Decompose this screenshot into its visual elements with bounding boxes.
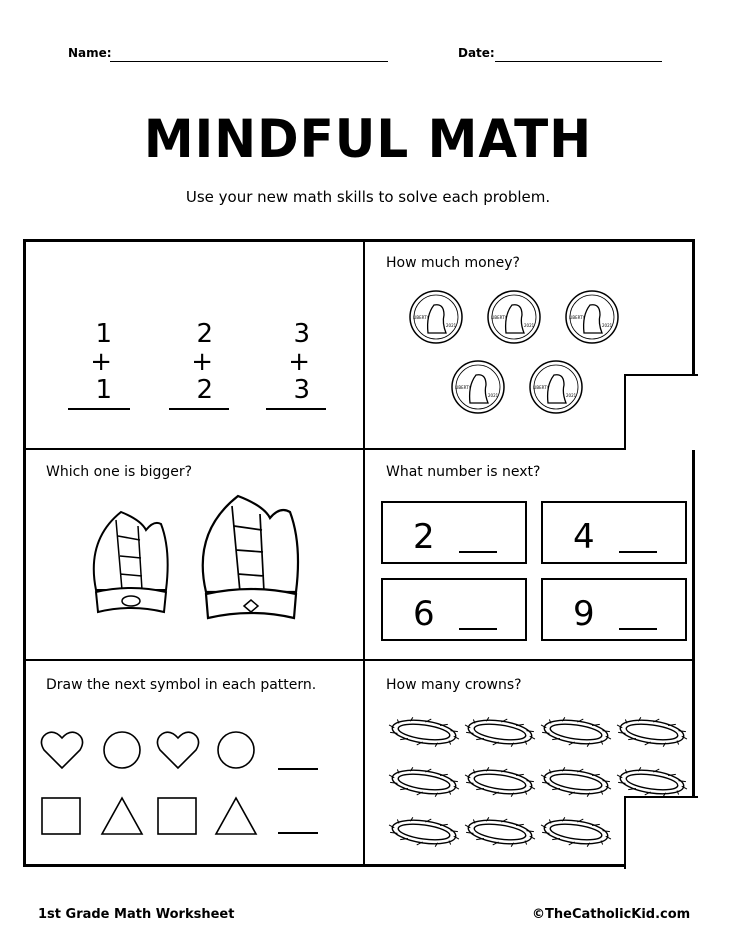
square-icon <box>42 798 80 834</box>
triangle-icon <box>216 798 256 834</box>
addend-bottom: + 2 <box>191 347 213 405</box>
mitres <box>86 500 326 640</box>
crown-of-thorns-icon <box>463 763 537 800</box>
square-icon <box>158 798 196 834</box>
number-value: 2 <box>413 517 435 557</box>
answer-blank[interactable] <box>619 628 657 630</box>
grid-divider-row2 <box>26 659 692 661</box>
crown-of-thorns-icon <box>387 813 461 850</box>
svg-text:2021: 2021 <box>524 323 535 328</box>
number-value: 4 <box>573 517 595 557</box>
crown-of-thorns-icon <box>539 813 613 850</box>
svg-text:2021: 2021 <box>488 393 499 398</box>
answer-line[interactable] <box>68 408 130 410</box>
svg-text:LIBERTY: LIBERTY <box>491 315 508 320</box>
heart-icon <box>157 732 198 768</box>
number-value: 6 <box>413 594 435 634</box>
svg-text:LIBERTY: LIBERTY <box>533 385 550 390</box>
addend-top: 1 <box>95 319 112 349</box>
crown-of-thorns-icon <box>539 713 613 750</box>
svg-text:LIBERTY: LIBERTY <box>413 315 430 320</box>
crown-of-thorns-icon <box>539 763 613 800</box>
name-field[interactable] <box>110 61 388 62</box>
penny-icon <box>530 361 582 413</box>
grid-divider-row1 <box>26 448 692 450</box>
footer-right: ©TheCatholicKid.com <box>532 907 691 922</box>
pattern-answer-1[interactable] <box>278 768 318 770</box>
next-number-question: What number is next? <box>386 464 541 480</box>
instructions: Use your new math skills to solve each problem. <box>185 188 551 206</box>
svg-text:LIBERTY: LIBERTY <box>569 315 586 320</box>
bigger-question: Which one is bigger? <box>46 464 193 480</box>
answer-line[interactable] <box>266 408 326 410</box>
big-mitre-icon <box>203 496 298 618</box>
addition-problem-3 <box>266 320 326 410</box>
date-label: Date: <box>458 46 495 60</box>
penny-icon <box>488 291 540 343</box>
pattern-row-2 <box>40 796 280 838</box>
addend-bottom: + 1 <box>90 347 112 405</box>
addition-problem-2 <box>169 320 229 410</box>
number-box-4 <box>541 578 687 641</box>
svg-text:2021: 2021 <box>602 323 613 328</box>
addend-top: 2 <box>196 319 213 349</box>
penny-icon <box>452 361 504 413</box>
crown-of-thorns-icon <box>463 813 537 850</box>
grid-divider-vertical <box>363 242 365 864</box>
footer-left: 1st Grade Math Worksheet <box>38 907 235 922</box>
answer-blank[interactable] <box>459 551 497 553</box>
number-box-1 <box>381 501 527 564</box>
pattern-question: Draw the next symbol in each pattern. <box>46 677 317 693</box>
circle-icon <box>104 732 140 768</box>
svg-text:2021: 2021 <box>446 323 457 328</box>
crown-of-thorns-icon <box>615 713 689 750</box>
crowns-question: How many crowns? <box>386 677 522 693</box>
penny-icon <box>566 291 618 343</box>
answer-line[interactable] <box>169 408 229 410</box>
number-value: 9 <box>573 594 595 634</box>
triangle-icon <box>102 798 142 834</box>
small-mitre-icon <box>94 512 168 612</box>
date-field[interactable] <box>495 61 662 62</box>
crowns-answer-box[interactable] <box>624 796 698 869</box>
addend-top: 3 <box>293 319 310 349</box>
addend-bottom: + 3 <box>288 347 310 405</box>
crown-of-thorns-icon <box>387 763 461 800</box>
circle-icon <box>218 732 254 768</box>
money-answer-box[interactable] <box>624 374 698 450</box>
svg-text:2021: 2021 <box>566 393 577 398</box>
pattern-answer-2[interactable] <box>278 832 318 834</box>
number-box-2 <box>541 501 687 564</box>
answer-blank[interactable] <box>459 628 497 630</box>
page-title: MINDFUL MATH <box>143 108 593 170</box>
answer-blank[interactable] <box>619 551 657 553</box>
name-label: Name: <box>68 46 112 60</box>
money-question: How much money? <box>386 255 520 271</box>
crown-of-thorns-icon <box>387 713 461 750</box>
worksheet-grid <box>23 239 695 867</box>
crown-of-thorns-icon <box>463 713 537 750</box>
pattern-row-1 <box>40 730 280 772</box>
svg-text:LIBERTY: LIBERTY <box>455 385 472 390</box>
addition-problem-1 <box>68 320 130 410</box>
number-box-3 <box>381 578 527 641</box>
penny-icon <box>410 291 462 343</box>
heart-icon <box>41 732 82 768</box>
